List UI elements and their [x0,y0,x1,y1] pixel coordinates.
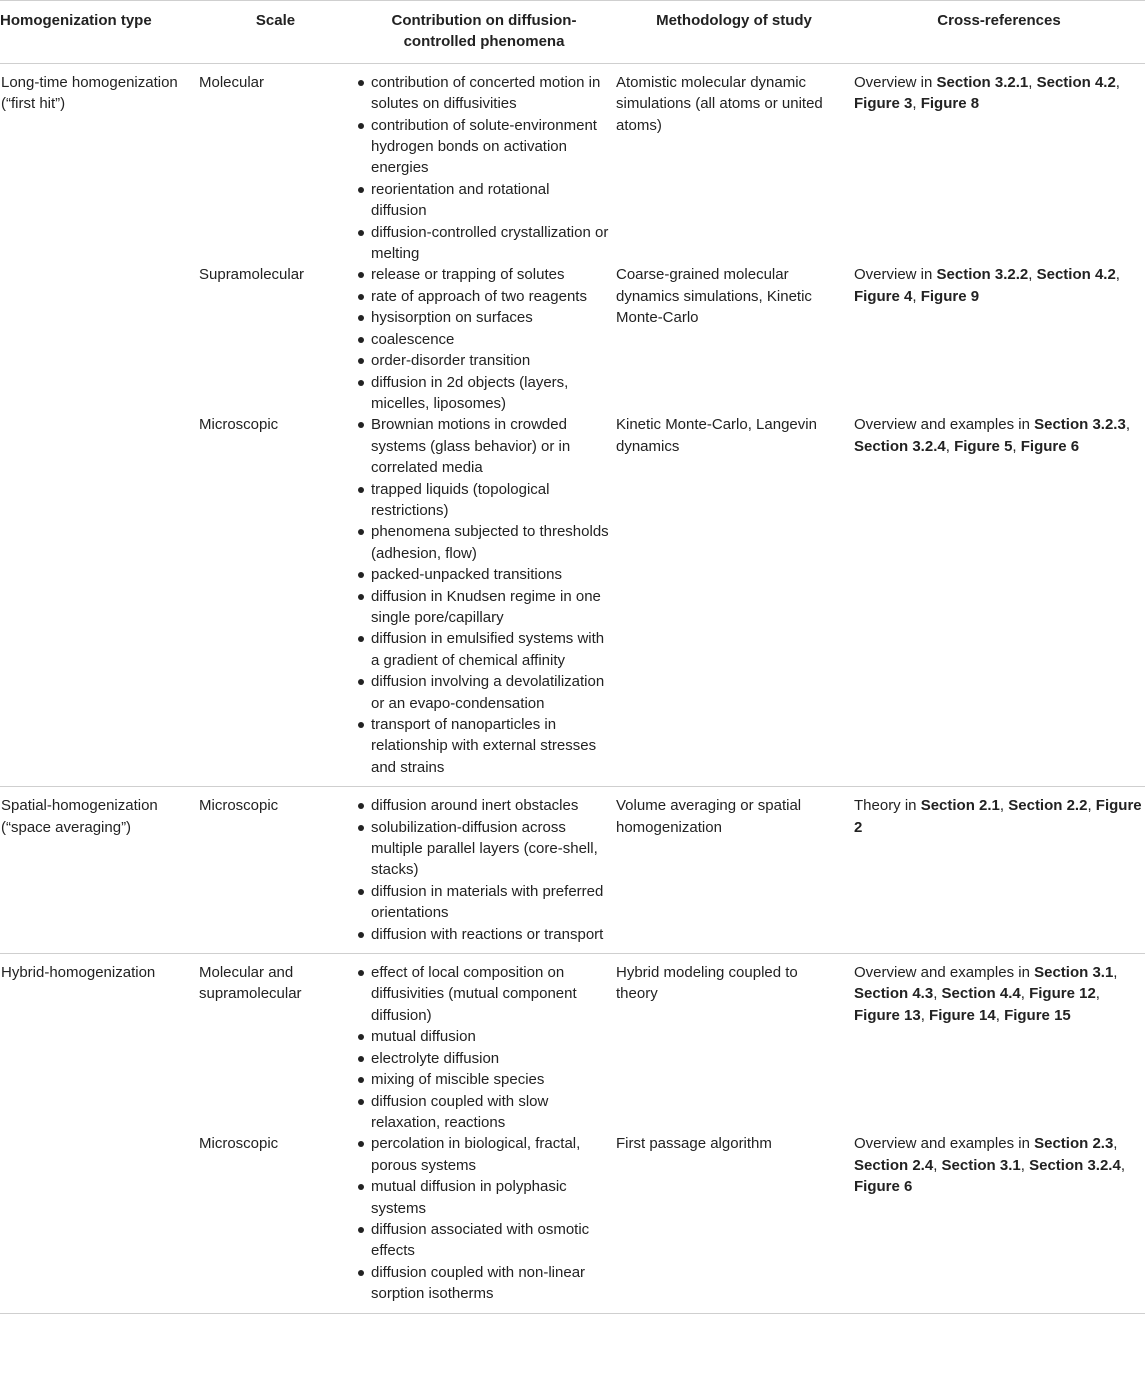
cross-reference-text: , [1113,964,1118,982]
contribution-list [353,795,615,945]
list-item: diffusion in Knudsen regime in one single pore/capillary [371,586,615,629]
list-item: trapped liquids (topological restrictions) [371,479,615,522]
cross-reference-link[interactable]: Section 3.2.2 [936,266,1029,284]
cross-references-cell [853,787,1145,954]
table-row [0,954,1145,1134]
cross-references-cell [853,414,1145,786]
cross-reference-link[interactable]: Section 2.2 [1008,797,1088,815]
cross-reference-link[interactable]: Section 3.2.4 [854,437,946,455]
cross-reference-text: , [1120,1156,1125,1174]
homogenization-type-cell: Long-time homogenization (“first hit”) [1,73,178,113]
list-item: order-disorder transition [371,350,615,371]
methodology-cell: First passage algorithm [616,1135,772,1153]
scale-cell: Microscopic [199,416,279,434]
cross-reference-link[interactable]: Section 3.1 [941,1156,1021,1174]
cross-reference-text: , [1115,266,1120,284]
contribution-list [353,264,615,414]
cross-reference-link[interactable]: Figure 2 [854,797,1142,836]
list-item: coalescence [371,329,615,350]
list-item: Brownian motions in crowded systems (glass behavior) or in correlated media [371,414,615,478]
cross-reference-text: , [1087,797,1096,815]
cross-reference-text: , [1028,266,1037,284]
methodology-cell: Hybrid modeling coupled to theory [616,964,798,1003]
cross-reference-link[interactable]: Figure 6 [854,1178,913,1196]
cross-references-cell [853,264,1145,414]
header-homogenization-type: Homogenization type [0,12,152,29]
cross-reference-text: Theory in [854,797,921,815]
list-item: release or trapping of solutes [371,264,615,285]
cross-reference-link[interactable]: Section 2.4 [854,1156,934,1174]
list-item: diffusion-controlled crystallization or melting [371,222,615,265]
cross-reference-text: Overview in [854,73,937,91]
list-item: diffusion in materials with preferred orientations [371,881,615,924]
methodology-cell: Atomistic molecular dynamic simulations (all atoms or united atoms) [616,73,823,134]
methodology-cell: Volume averaging or spatial homogenization [616,797,802,836]
cross-reference-text: , [1125,416,1130,434]
list-item: mutual diffusion [371,1026,615,1047]
contribution-cell [353,954,615,1134]
cross-reference-link[interactable]: Section 3.1 [1034,964,1114,982]
table-row [0,787,1145,954]
header-methodology: Methodology of study [656,12,812,29]
cross-reference-text: Overview and examples in [854,416,1035,434]
methodology-cell: Kinetic Monte-Carlo, Langevin dynamics [616,416,817,455]
list-item: contribution of solute-environment hydrogen bonds on activation energies [371,115,615,179]
list-item: contribution of concerted motion in solutes on diffusivities [371,72,615,115]
header-row [0,1,1145,64]
contribution-cell [353,787,615,954]
contribution-cell [353,63,615,264]
cross-reference-link[interactable]: Section 3.2.4 [1029,1156,1121,1174]
cross-references-cell [853,63,1145,264]
list-item: hysisorption on surfaces [371,307,615,328]
list-item: rate of approach of two reagents [371,286,615,307]
contribution-cell [353,1133,615,1313]
contribution-list [353,1133,615,1304]
list-item: diffusion coupled with slow relaxation, reactions [371,1091,615,1134]
cross-reference-link[interactable]: Figure 6 [1020,437,1080,455]
cross-reference-link[interactable]: Figure 15 [1004,1006,1071,1024]
cross-reference-text: , [945,437,955,455]
list-item: diffusion in emulsified systems with a gradient of chemical affinity [371,628,615,671]
scale-cell: Molecular [199,73,265,91]
cross-reference-link[interactable]: Figure 5 [954,437,1013,455]
cross-reference-text: , [1115,73,1120,91]
scale-cell: Molecular and supramolecular [199,964,302,1003]
list-item: diffusion with reactions or transport [371,924,615,945]
cross-reference-link[interactable]: Figure 14 [929,1006,996,1024]
cross-reference-text: , [1012,437,1021,455]
cross-reference-link[interactable]: Section 2.1 [920,797,1000,815]
cross-reference-text: , [920,1006,930,1024]
cross-reference-link[interactable]: Figure 3 [854,95,913,113]
contribution-list [353,72,615,265]
list-item: reorientation and rotational diffusion [371,179,615,222]
list-item: transport of nanoparticles in relationship with external stresses and strains [371,714,615,778]
cross-references-cell [853,954,1145,1134]
table-header [0,1,1145,64]
list-item: diffusion in 2d objects (layers, micelles, liposomes) [371,372,615,415]
cross-reference-text: , [1020,1156,1030,1174]
cross-reference-link[interactable]: Section 3.2.3 [1034,416,1126,434]
cross-reference-text: , [1028,73,1037,91]
cross-reference-link[interactable]: Figure 12 [1029,985,1096,1003]
homogenization-type-cell: Spatial-homogenization (“space averaging”) [1,797,158,836]
cross-reference-link[interactable]: Figure 13 [854,1006,921,1024]
table-body [0,63,1145,1313]
list-item: phenomena subjected to thresholds (adhesion, flow) [371,521,615,564]
list-item: diffusion associated with osmotic effects [371,1219,615,1262]
list-item: effect of local composition on diffusivities (mutual component diffusion) [371,962,615,1026]
cross-reference-text: Overview and examples in [854,964,1035,982]
header-scale: Scale [255,12,296,29]
cross-reference-text: , [912,95,921,113]
scale-cell: Supramolecular [199,266,305,284]
cross-references-cell [853,1133,1145,1313]
list-item: solubilization-diffusion across multiple parallel layers (core-shell, stacks) [371,817,615,881]
cross-reference-link[interactable]: Section 4.3 [854,985,934,1003]
list-item: diffusion coupled with non-linear sorption isotherms [371,1262,615,1305]
cross-reference-link[interactable]: Section 4.2 [1036,73,1116,91]
methodology-cell: Coarse-grained molecular dynamics simulations, Kinetic Monte-Carlo [616,266,812,327]
contribution-cell [353,264,615,414]
cross-reference-link[interactable]: Section 4.2 [1036,266,1116,284]
header-cross-references: Cross-references [937,12,1061,29]
list-item: electrolyte diffusion [371,1048,615,1069]
list-item: diffusion involving a devolatilization or an evapo-condensation [371,671,615,714]
cross-reference-text: , [1020,985,1030,1003]
table-row [0,63,1145,264]
list-item: mutual diffusion in polyphasic systems [371,1176,615,1219]
list-item: mixing of miscible species [371,1069,615,1090]
contribution-cell [353,414,615,786]
cross-reference-link[interactable]: Section 4.4 [941,985,1021,1003]
scale-cell: Microscopic [199,797,279,815]
cross-reference-text: , [933,1156,942,1174]
cross-reference-text: Overview and examples in [854,1135,1035,1153]
header-contribution-text: Contribution on diffusion-controlled phenomena [391,12,577,51]
cross-reference-link[interactable]: Figure 4 [854,287,913,305]
list-item: diffusion around inert obstacles [371,795,615,816]
cross-reference-link[interactable]: Figure 9 [920,287,980,305]
cross-reference-text: , [912,287,921,305]
scale-cell: Microscopic [199,1135,279,1153]
cross-reference-text: , [1113,1135,1118,1153]
cross-reference-link[interactable]: Section 2.3 [1034,1135,1114,1153]
list-item: percolation in biological, fractal, porous systems [371,1133,615,1176]
cross-reference-text: , [999,797,1009,815]
cross-reference-text: , [1095,985,1100,1003]
homogenization-type-cell: Hybrid-homogenization [1,964,156,982]
contribution-list [353,962,615,1133]
cross-reference-text: , [995,1006,1005,1024]
cross-reference-text: , [933,985,942,1003]
list-item: packed-unpacked transitions [371,564,615,585]
contribution-list [353,414,615,778]
cross-reference-link[interactable]: Section 3.2.1 [936,73,1029,91]
header-contribution [353,1,615,64]
cross-reference-text: Overview in [854,266,937,284]
cross-reference-link[interactable]: Figure 8 [920,95,980,113]
